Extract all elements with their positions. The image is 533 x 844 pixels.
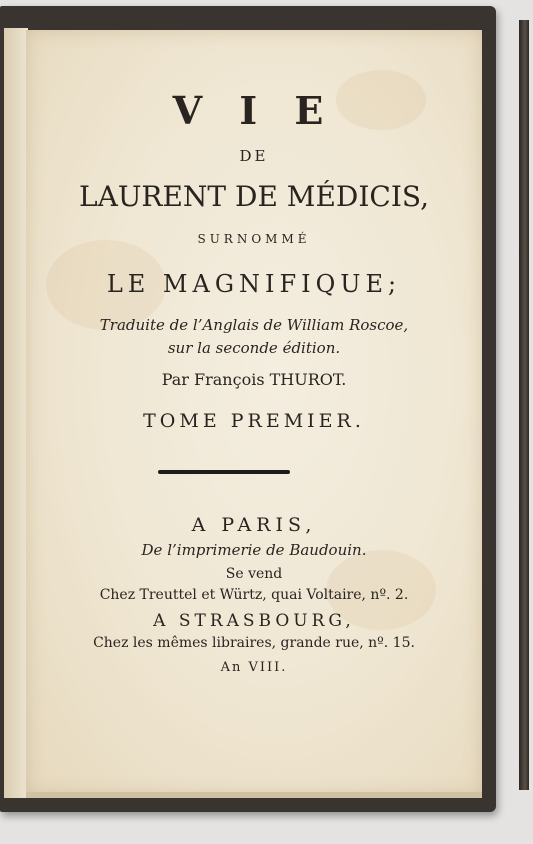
page-left-edge [4, 28, 28, 798]
bookseller-strasbourg: Chez les mêmes libraires, grande rue, nº. 15. [93, 635, 415, 651]
translator-line: Par François THUROT. [161, 370, 347, 389]
city-paris: A PARIS, [191, 514, 317, 536]
title-de: DE [239, 147, 269, 165]
printer-line: De l’imprimerie de Baudouin. [141, 541, 367, 559]
page-bottom-edge [26, 792, 482, 798]
year-line: An VIII. [220, 660, 288, 675]
edition-line: sur la seconde édition. [167, 339, 341, 357]
title-vie: V I E [172, 88, 336, 133]
city-strasbourg: A STRASBOURG, [153, 611, 355, 631]
volume-line: TOME PREMIER. [143, 410, 365, 432]
bookseller-paris: Chez Treuttel et Würtz, quai Voltaire, nº. 2. [99, 587, 409, 603]
divider-rule [158, 470, 290, 474]
title-magnifique: LE MAGNIFIQUE; [106, 270, 402, 298]
title-surnomme: SURNOMMÉ [197, 232, 311, 246]
sold-line: Se vend [225, 566, 283, 582]
translation-line: Traduite de l’Anglais de William Roscoe, [99, 316, 409, 334]
book-spine-edge [519, 20, 529, 790]
title-name: LAURENT DE MÉDICIS, [79, 180, 429, 213]
